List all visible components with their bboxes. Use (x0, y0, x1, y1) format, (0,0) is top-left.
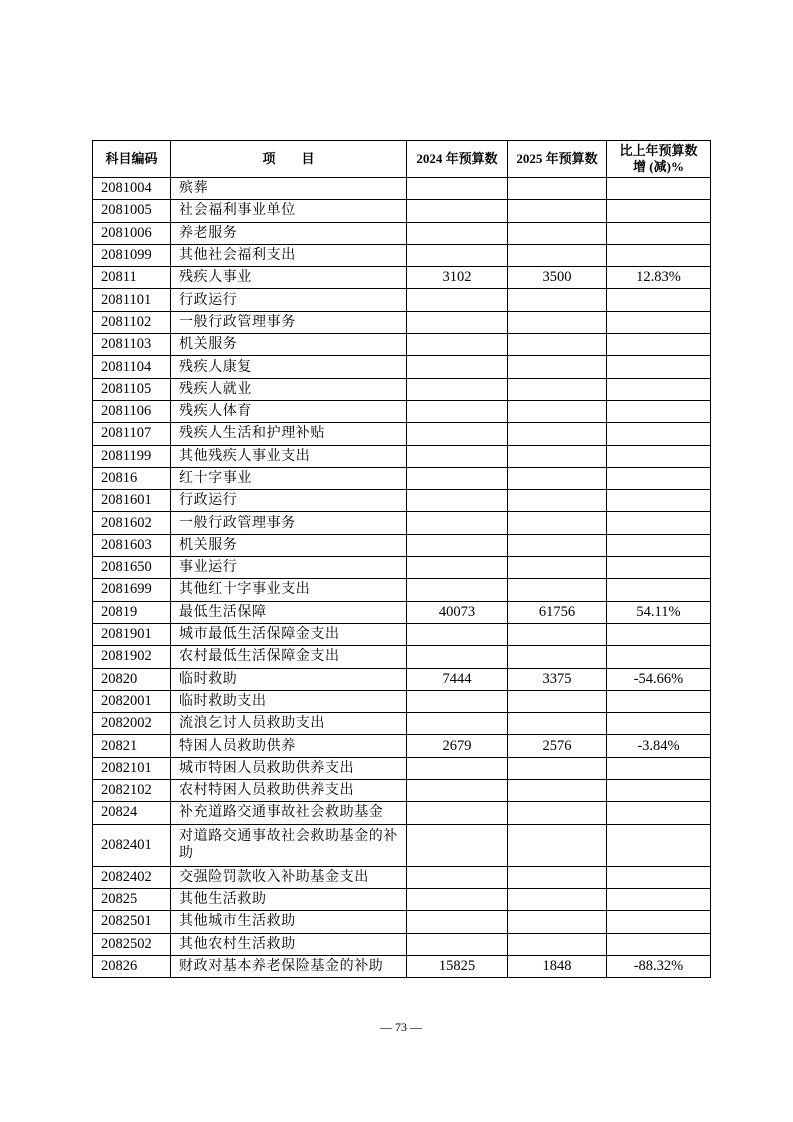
table-row (93, 668, 711, 690)
budget-2025-cell (508, 200, 607, 222)
budget-2024-cell (407, 512, 508, 534)
table-row (93, 601, 711, 623)
budget-2025-cell (508, 311, 607, 333)
code-cell: 2081102 (93, 311, 171, 333)
change-cell (607, 222, 711, 244)
code-cell: 20826 (93, 955, 171, 977)
table-row (93, 534, 711, 556)
header-budget-2025: 2025 年预算数 (508, 141, 607, 178)
table-row (93, 178, 711, 200)
header-change-line1: 比上年预算数 (619, 143, 698, 158)
budget-2025-cell (508, 579, 607, 601)
item-cell: 城市特困人员救助供养支出 (171, 757, 407, 779)
item-cell: 农村最低生活保障金支出 (171, 646, 407, 668)
change-cell: 12.83% (607, 267, 711, 289)
change-cell (607, 244, 711, 266)
budget-2025-cell (508, 690, 607, 712)
table-row (93, 200, 711, 222)
table-body (93, 178, 711, 978)
budget-table (92, 140, 711, 978)
table-row (93, 780, 711, 802)
budget-2024-cell: 2679 (407, 735, 508, 757)
budget-2025-cell (508, 512, 607, 534)
page-number: — 73 — (380, 1020, 422, 1034)
item-cell: 临时救助支出 (171, 690, 407, 712)
code-cell: 2082002 (93, 713, 171, 735)
change-cell (607, 445, 711, 467)
budget-2024-cell (407, 802, 508, 824)
change-cell (607, 690, 711, 712)
code-cell: 20825 (93, 888, 171, 910)
table-row (93, 955, 711, 977)
budget-2025-cell: 3375 (508, 668, 607, 690)
code-cell: 2082501 (93, 911, 171, 933)
change-cell (607, 467, 711, 489)
item-cell: 其他农村生活救助 (171, 933, 407, 955)
table-row (93, 933, 711, 955)
budget-2025-cell: 2576 (508, 735, 607, 757)
budget-2024-cell (407, 713, 508, 735)
budget-2025-cell (508, 467, 607, 489)
change-cell (607, 933, 711, 955)
budget-2024-cell (407, 557, 508, 579)
change-cell (607, 780, 711, 802)
change-cell (607, 534, 711, 556)
item-cell: 其他红十字事业支出 (171, 579, 407, 601)
budget-2025-cell (508, 222, 607, 244)
change-cell (607, 579, 711, 601)
table-row (93, 713, 711, 735)
budget-2024-cell (407, 334, 508, 356)
table-row (93, 289, 711, 311)
budget-2025-cell (508, 866, 607, 888)
budget-2024-cell (407, 445, 508, 467)
change-cell (607, 512, 711, 534)
budget-2025-cell (508, 445, 607, 467)
table-row (93, 356, 711, 378)
budget-2024-cell (407, 289, 508, 311)
budget-2025-cell (508, 356, 607, 378)
code-cell: 2081901 (93, 623, 171, 645)
budget-2024-cell (407, 933, 508, 955)
table-row (93, 690, 711, 712)
item-cell: 社会福利事业单位 (171, 200, 407, 222)
change-cell: -54.66% (607, 668, 711, 690)
change-cell (607, 713, 711, 735)
code-cell: 2081603 (93, 534, 171, 556)
code-cell: 2081006 (93, 222, 171, 244)
item-cell: 事业运行 (171, 557, 407, 579)
change-cell (607, 490, 711, 512)
code-cell: 2081650 (93, 557, 171, 579)
item-cell: 交强险罚款收入补助基金支出 (171, 866, 407, 888)
change-cell (607, 757, 711, 779)
header-change-line2: 增 (减)% (633, 159, 684, 174)
change-cell (607, 200, 711, 222)
header-row (93, 141, 711, 178)
budget-2024-cell: 40073 (407, 601, 508, 623)
item-cell: 行政运行 (171, 490, 407, 512)
change-cell (607, 557, 711, 579)
budget-2025-cell (508, 378, 607, 400)
budget-2024-cell (407, 757, 508, 779)
code-cell: 2082401 (93, 824, 171, 866)
table-row (93, 400, 711, 422)
budget-2024-cell: 7444 (407, 668, 508, 690)
budget-2024-cell (407, 888, 508, 910)
change-cell (607, 423, 711, 445)
budget-2025-cell (508, 888, 607, 910)
item-cell: 残疾人康复 (171, 356, 407, 378)
budget-2024-cell (407, 911, 508, 933)
item-cell: 特困人员救助供养 (171, 735, 407, 757)
budget-2025-cell (508, 178, 607, 200)
item-cell: 养老服务 (171, 222, 407, 244)
table-row (93, 512, 711, 534)
change-cell (607, 646, 711, 668)
budget-2025-cell (508, 557, 607, 579)
budget-2024-cell (407, 244, 508, 266)
change-cell (607, 289, 711, 311)
budget-2025-cell: 3500 (508, 267, 607, 289)
code-cell: 2082402 (93, 866, 171, 888)
code-cell: 2081199 (93, 445, 171, 467)
change-cell (607, 911, 711, 933)
change-cell (607, 311, 711, 333)
item-cell: 残疾人生活和护理补贴 (171, 423, 407, 445)
code-cell: 2081099 (93, 244, 171, 266)
change-cell (607, 178, 711, 200)
table-row (93, 623, 711, 645)
budget-2024-cell (407, 378, 508, 400)
item-cell: 对道路交通事故社会救助基金的补助 (171, 824, 407, 866)
header-item: 项 目 (171, 141, 407, 178)
change-cell: 54.11% (607, 601, 711, 623)
table-row (93, 866, 711, 888)
budget-2024-cell (407, 200, 508, 222)
table-row (93, 423, 711, 445)
change-cell: -88.32% (607, 955, 711, 977)
budget-2024-cell (407, 222, 508, 244)
item-cell: 补充道路交通事故社会救助基金 (171, 802, 407, 824)
code-cell: 2081107 (93, 423, 171, 445)
item-cell: 流浪乞讨人员救助支出 (171, 713, 407, 735)
code-cell: 2082101 (93, 757, 171, 779)
code-cell: 20820 (93, 668, 171, 690)
table-row (93, 378, 711, 400)
code-cell: 2081004 (93, 178, 171, 200)
code-cell: 2081602 (93, 512, 171, 534)
change-cell (607, 888, 711, 910)
item-cell: 残疾人事业 (171, 267, 407, 289)
code-cell: 2082502 (93, 933, 171, 955)
table-row (93, 735, 711, 757)
item-cell: 其他残疾人事业支出 (171, 445, 407, 467)
budget-2024-cell (407, 866, 508, 888)
code-cell: 20821 (93, 735, 171, 757)
header-code: 科目编码 (93, 141, 171, 178)
code-cell: 2082001 (93, 690, 171, 712)
budget-2024-cell (407, 579, 508, 601)
change-cell (607, 802, 711, 824)
item-cell: 财政对基本养老保险基金的补助 (171, 955, 407, 977)
code-cell: 2081699 (93, 579, 171, 601)
code-cell: 2082102 (93, 780, 171, 802)
budget-2024-cell (407, 623, 508, 645)
item-cell: 其他生活救助 (171, 888, 407, 910)
budget-2025-cell: 1848 (508, 955, 607, 977)
change-cell (607, 400, 711, 422)
code-cell: 20811 (93, 267, 171, 289)
item-cell: 残疾人体育 (171, 400, 407, 422)
budget-2024-cell (407, 400, 508, 422)
item-cell: 一般行政管理事务 (171, 512, 407, 534)
budget-2025-cell (508, 623, 607, 645)
budget-2025-cell (508, 757, 607, 779)
code-cell: 2081601 (93, 490, 171, 512)
code-cell: 2081902 (93, 646, 171, 668)
item-cell: 临时救助 (171, 668, 407, 690)
change-cell (607, 334, 711, 356)
header-change (607, 141, 711, 178)
item-cell: 其他社会福利支出 (171, 244, 407, 266)
budget-2024-cell (407, 690, 508, 712)
code-cell: 20824 (93, 802, 171, 824)
budget-2024-cell (407, 646, 508, 668)
code-cell: 2081101 (93, 289, 171, 311)
table-row (93, 911, 711, 933)
table-row (93, 334, 711, 356)
budget-2025-cell (508, 400, 607, 422)
budget-2025-cell (508, 490, 607, 512)
table-row (93, 467, 711, 489)
budget-2024-cell (407, 356, 508, 378)
budget-2025-cell (508, 780, 607, 802)
item-cell: 机关服务 (171, 334, 407, 356)
table-row (93, 757, 711, 779)
budget-2025-cell (508, 289, 607, 311)
budget-2025-cell (508, 824, 607, 866)
table-row (93, 244, 711, 266)
budget-2025-cell (508, 933, 607, 955)
header-budget-2024: 2024 年预算数 (407, 141, 508, 178)
item-cell: 殡葬 (171, 178, 407, 200)
table-row (93, 311, 711, 333)
table-row (93, 445, 711, 467)
code-cell: 2081005 (93, 200, 171, 222)
table-row (93, 222, 711, 244)
item-cell: 城市最低生活保障金支出 (171, 623, 407, 645)
change-cell (607, 356, 711, 378)
budget-2025-cell (508, 423, 607, 445)
table-row (93, 267, 711, 289)
table-row (93, 646, 711, 668)
budget-2024-cell (407, 311, 508, 333)
budget-2024-cell (407, 490, 508, 512)
budget-2024-cell (407, 824, 508, 866)
budget-2024-cell (407, 780, 508, 802)
table-row (93, 888, 711, 910)
budget-2024-cell (407, 178, 508, 200)
budget-2025-cell: 61756 (508, 601, 607, 623)
item-cell: 红十字事业 (171, 467, 407, 489)
budget-2025-cell (508, 534, 607, 556)
budget-2025-cell (508, 244, 607, 266)
budget-2024-cell: 15825 (407, 955, 508, 977)
table-row (93, 824, 711, 866)
change-cell (607, 824, 711, 866)
table-row (93, 802, 711, 824)
table-header (93, 141, 711, 178)
item-cell: 机关服务 (171, 534, 407, 556)
item-cell: 农村特困人员救助供养支出 (171, 780, 407, 802)
code-cell: 2081103 (93, 334, 171, 356)
budget-2024-cell (407, 467, 508, 489)
code-cell: 2081104 (93, 356, 171, 378)
item-cell: 行政运行 (171, 289, 407, 311)
table-row (93, 557, 711, 579)
budget-2025-cell (508, 646, 607, 668)
code-cell: 2081106 (93, 400, 171, 422)
budget-2025-cell (508, 911, 607, 933)
code-cell: 20819 (93, 601, 171, 623)
change-cell (607, 866, 711, 888)
budget-2025-cell (508, 713, 607, 735)
change-cell: -3.84% (607, 735, 711, 757)
code-cell: 2081105 (93, 378, 171, 400)
item-cell: 一般行政管理事务 (171, 311, 407, 333)
budget-2025-cell (508, 334, 607, 356)
budget-2025-cell (508, 802, 607, 824)
code-cell: 20816 (93, 467, 171, 489)
change-cell (607, 623, 711, 645)
item-cell: 残疾人就业 (171, 378, 407, 400)
budget-2024-cell (407, 423, 508, 445)
table-row (93, 490, 711, 512)
change-cell (607, 378, 711, 400)
item-cell: 最低生活保障 (171, 601, 407, 623)
item-cell: 其他城市生活救助 (171, 911, 407, 933)
table-row (93, 579, 711, 601)
budget-2024-cell: 3102 (407, 267, 508, 289)
budget-2024-cell (407, 534, 508, 556)
